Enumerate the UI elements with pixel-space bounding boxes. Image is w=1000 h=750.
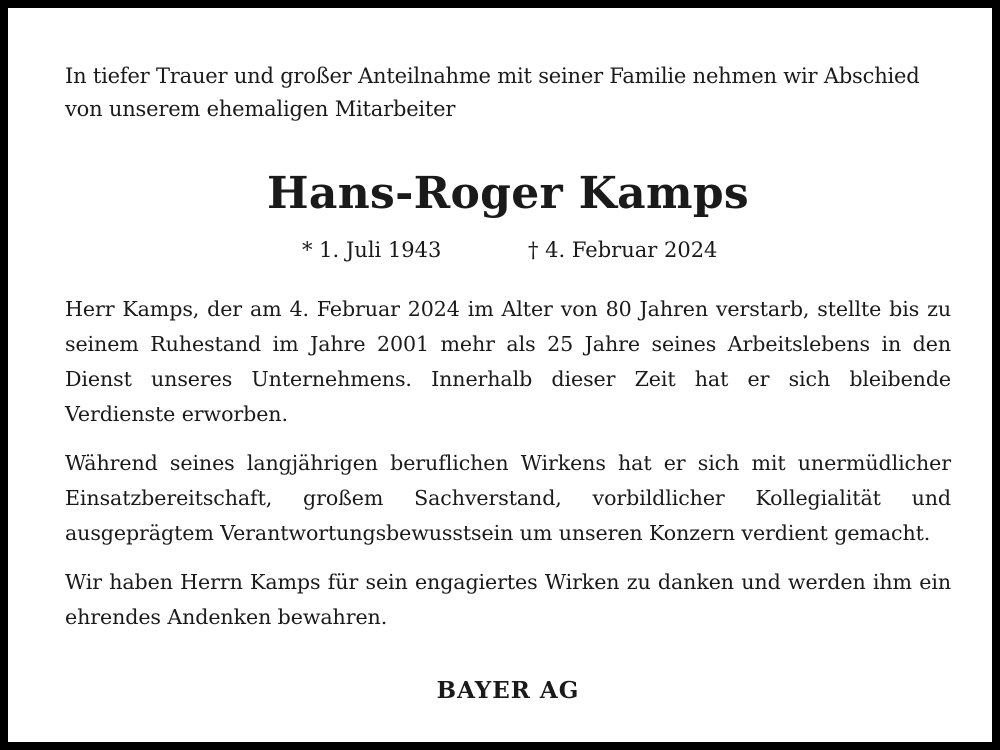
body-text <box>65 292 951 649</box>
birth-date: * 1. Juli 1943 <box>302 238 442 262</box>
paragraph-thanks: Wir haben Herrn Kamps für sein engagiertes Wirken zu danken und werden ihm ein ehrendes Andenken bewahren. <box>65 570 951 629</box>
death-date: † 4. Februar 2024 <box>528 238 718 262</box>
company-signature: BAYER AG <box>436 677 580 704</box>
deceased-name: Hans-Roger Kamps <box>267 168 749 219</box>
obituary-content <box>65 60 951 704</box>
paragraph-career: Herr Kamps, der am 4. Februar 2024 im Alter von 80 Jahren verstarb, stellte bis zu seinem Ruhestand im Jahre 2001 mehr als 25 Jahre seines Arbeitslebens in den Dienst unseres Unternehmens. Innerhalb dieser Zeit hat er sich bleibende Verdienste erworben. <box>65 297 951 426</box>
life-dates <box>65 234 951 266</box>
paragraph-merits: Während seines langjährigen beruflichen Wirkens hat er sich mit unermüdlicher Einsatzbereitschaft, großem Sachverstand, vorbildlicher Kollegialität und ausgeprägtem Verantwortungsbewusstsein um unseren Konzern verdient gemacht. <box>65 451 951 545</box>
intro-text: In tiefer Trauer und großer Anteilnahme mit seiner Familie nehmen wir Abschied von unserem ehemaligen Mitarbeiter <box>65 64 920 121</box>
